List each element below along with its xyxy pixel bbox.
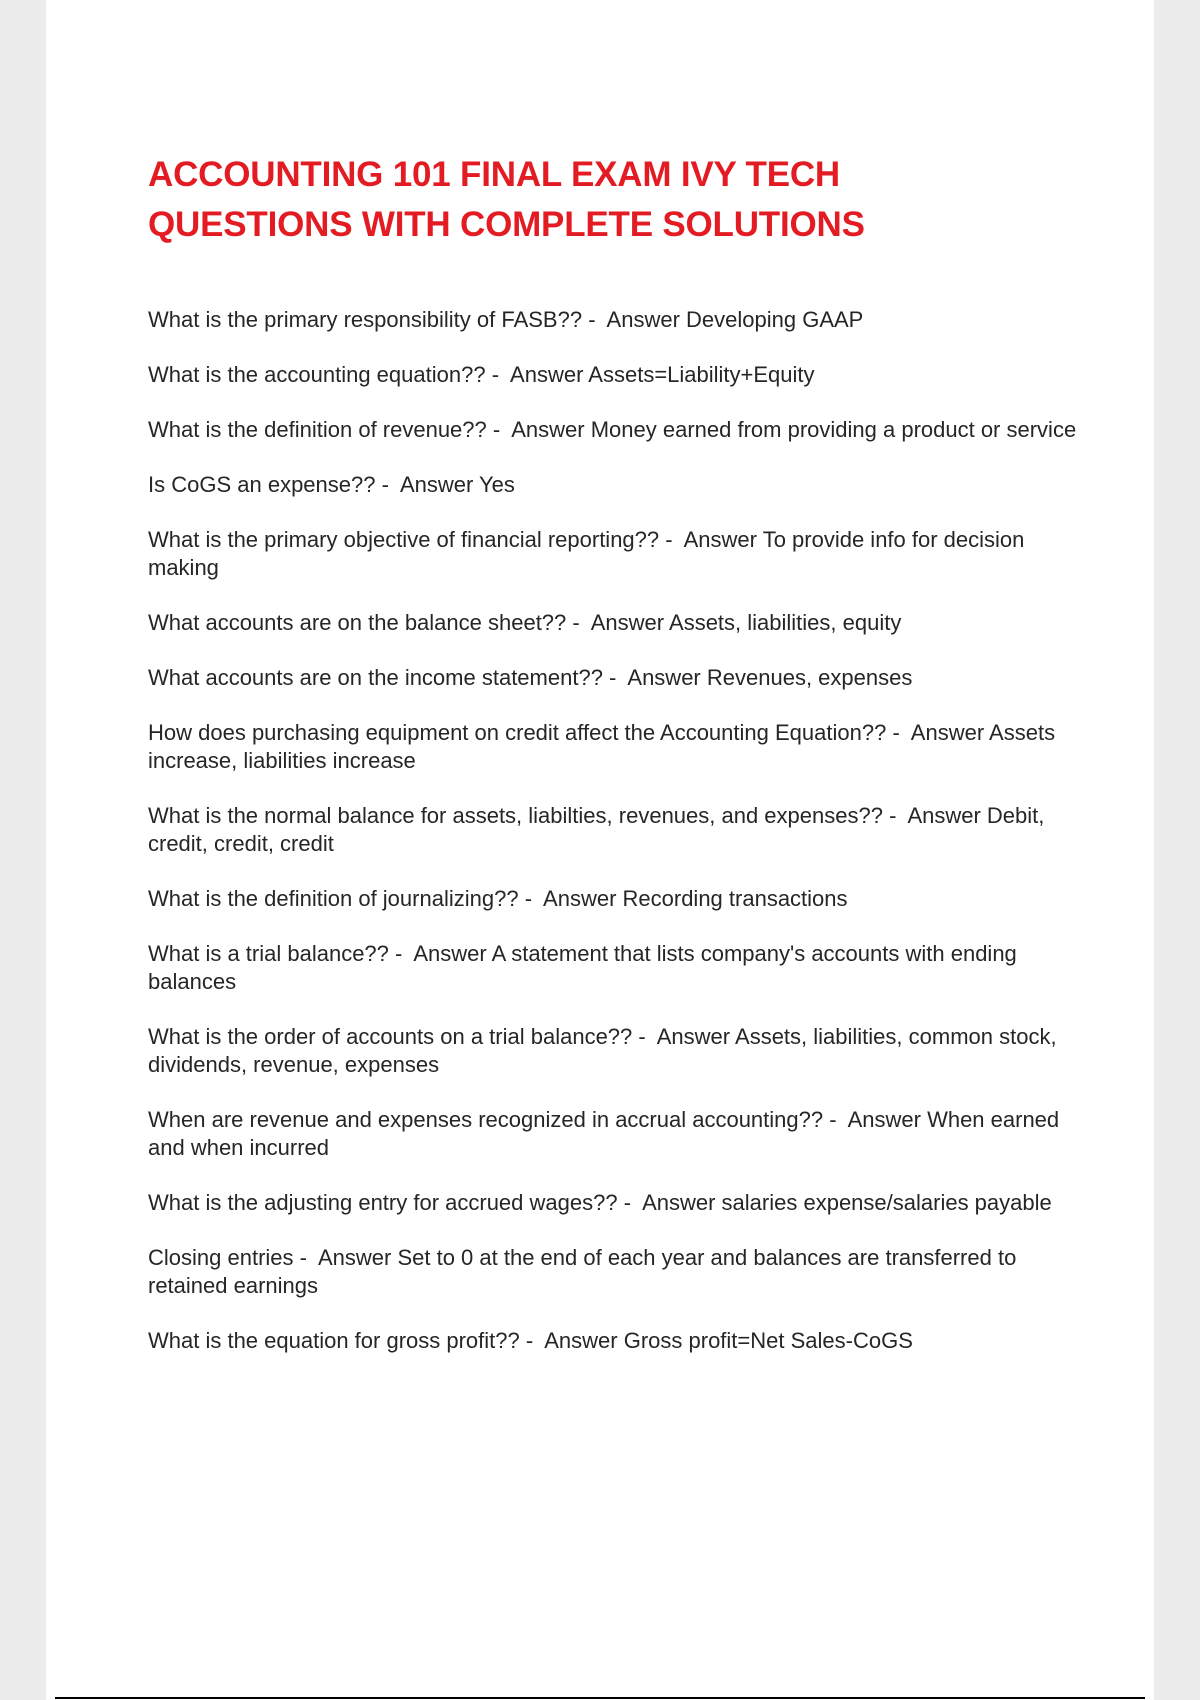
question-text: What is the definition of journalizing?	[148, 886, 507, 911]
question-mark: ?	[376, 941, 396, 966]
question-text: What is the primary objective of financial reporting?	[148, 527, 647, 552]
question-answer-item	[148, 1244, 1083, 1300]
document-title	[148, 150, 1128, 250]
question-answer-item	[148, 802, 1083, 858]
question-text: What is the accounting equation?	[148, 362, 474, 387]
answer-text: Recording transactions	[622, 886, 848, 911]
question-mark: ?	[474, 417, 493, 442]
answer-separator: -	[889, 803, 908, 828]
answer-label: Answer	[642, 1190, 716, 1215]
question-text: What is the definition of revenue?	[148, 417, 475, 442]
question-text: How does purchasing equipment on credit affect the Accounting Equation?	[148, 720, 875, 745]
answer-separator: -	[829, 1107, 848, 1132]
answer-label: Answer	[847, 1107, 921, 1132]
answer-separator: -	[525, 1328, 545, 1353]
question-mark: ?	[870, 803, 890, 828]
question-mark: ?	[810, 1107, 830, 1132]
question-answer-item	[148, 306, 1083, 334]
answer-separator: -	[572, 610, 591, 635]
answer-separator: -	[588, 307, 607, 332]
question-mark: ?	[569, 307, 589, 332]
answer-label: Answer	[907, 803, 981, 828]
answer-text: Set to 0 at the end of each year and balances are transferred to retained earnings	[148, 1245, 1017, 1298]
answer-label: Answer	[683, 527, 757, 552]
question-mark: ?	[363, 472, 382, 497]
answer-text: Assets=Liability+Equity	[588, 362, 815, 387]
answer-label: Answer	[544, 1328, 618, 1353]
question-answer-item	[148, 416, 1083, 444]
answer-text: Assets increase, liabilities increase	[148, 720, 1056, 773]
page-bottom-rule	[55, 1697, 1145, 1699]
answer-separator: -	[638, 1024, 657, 1049]
question-text: When are revenue and expenses recognized in accrual accounting?	[148, 1107, 811, 1132]
question-answer-list	[148, 306, 1128, 1355]
question-answer-item	[148, 940, 1083, 996]
question-text: Is CoGS an expense?	[148, 472, 364, 497]
question-answer-item	[148, 609, 1083, 637]
answer-label: Answer	[590, 610, 665, 635]
document-title-line-2: QUESTIONS WITH COMPLETE SOLUTIONS	[148, 205, 865, 244]
answer-text: Assets, liabilities, common stock, dividends, revenue, expenses	[148, 1024, 1057, 1077]
answer-separator: -	[524, 886, 544, 911]
question-text: What is the adjusting entry for accrued wages?	[148, 1190, 606, 1215]
answer-separator: -	[665, 527, 684, 552]
question-mark: ?	[506, 886, 525, 911]
question-answer-item	[148, 1327, 1083, 1355]
answer-text: Assets, liabilities, equity	[669, 610, 902, 635]
document-content	[148, 150, 1128, 1382]
question-answer-item	[148, 471, 1083, 499]
answer-text: Money earned from providing a product or service	[590, 417, 1077, 442]
answer-label: Answer	[413, 941, 487, 966]
question-text: Closing entries	[148, 1245, 294, 1270]
answer-separator: -	[293, 1245, 318, 1270]
question-answer-item	[148, 885, 1083, 913]
question-mark: ?	[473, 362, 492, 387]
question-answer-item	[148, 1106, 1083, 1162]
document-page	[46, 0, 1154, 1700]
answer-label: Answer	[627, 665, 701, 690]
answer-text: When earned and when incurred	[148, 1107, 1060, 1160]
answer-text: Yes	[479, 472, 515, 497]
question-mark: ?	[620, 1024, 639, 1049]
answer-separator: -	[381, 472, 400, 497]
question-answer-item	[148, 664, 1083, 692]
answer-text: A statement that lists company's accounts with ending balances	[148, 941, 1017, 994]
answer-label: Answer	[510, 362, 584, 387]
answer-text: Debit, credit, credit, credit	[148, 803, 1045, 856]
answer-label: Answer	[399, 472, 474, 497]
question-mark: ?	[874, 720, 893, 745]
answer-separator: -	[395, 941, 414, 966]
question-text: What is the normal balance for assets, liabilties, revenues, and expenses?	[148, 803, 871, 828]
answer-label: Answer	[317, 1245, 392, 1270]
question-text: What is the order of accounts on a trial balance?	[148, 1024, 621, 1049]
question-answer-item	[148, 526, 1083, 582]
question-text: What is a trial balance?	[148, 941, 377, 966]
answer-label: Answer	[606, 307, 680, 332]
answer-separator: -	[492, 417, 512, 442]
question-mark: ?	[554, 610, 573, 635]
answer-text: Developing GAAP	[686, 307, 864, 332]
answer-label: Answer	[511, 417, 585, 442]
question-answer-item	[148, 1189, 1083, 1217]
document-title-line-1: ACCOUNTING 101 FINAL EXAM IVY TECH	[148, 155, 841, 194]
answer-text: Gross profit=Net Sales-CoGS	[623, 1328, 913, 1353]
question-answer-item	[148, 1023, 1083, 1079]
answer-label: Answer	[656, 1024, 731, 1049]
answer-separator: -	[892, 720, 911, 745]
question-mark: ?	[646, 527, 666, 552]
question-answer-item	[148, 361, 1083, 389]
answer-label: Answer	[910, 720, 985, 745]
answer-label: Answer	[543, 886, 617, 911]
question-text: What accounts are on the income statement?	[148, 665, 591, 690]
answer-separator: -	[623, 1190, 643, 1215]
question-text: What is the equation for gross profit?	[148, 1328, 508, 1353]
question-mark: ?	[507, 1328, 526, 1353]
question-text: What accounts are on the balance sheet?	[148, 610, 555, 635]
question-text: What is the primary responsibility of FASB?	[148, 307, 570, 332]
answer-text: Revenues, expenses	[706, 665, 913, 690]
answer-separator: -	[491, 362, 511, 387]
answer-separator: -	[609, 665, 628, 690]
question-mark: ?	[590, 665, 610, 690]
answer-text: salaries expense/salaries payable	[721, 1190, 1052, 1215]
answer-text: To provide info for decision making	[148, 527, 1025, 580]
question-answer-item	[148, 719, 1083, 775]
question-mark: ?	[605, 1190, 624, 1215]
